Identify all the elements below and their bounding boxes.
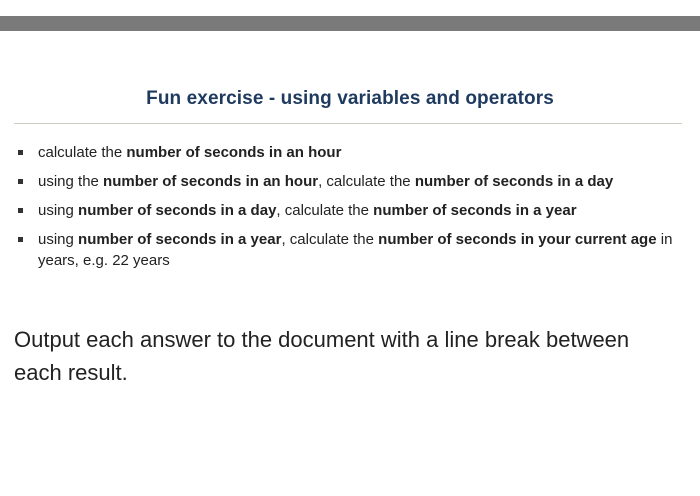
bullet-text: , calculate the — [281, 231, 379, 248]
bullet-text: in years, e.g. 22 years — [38, 231, 673, 269]
bullet-marker-icon — [18, 208, 23, 213]
bullet-item — [14, 142, 680, 163]
bullet-item — [14, 229, 680, 271]
bullet-bold-text: number of seconds in an hour — [126, 144, 342, 161]
bullet-text: using — [38, 231, 79, 248]
bullet-text: calculate the — [38, 144, 127, 161]
bullet-text: , calculate the — [276, 202, 374, 219]
bullet-marker-icon — [18, 179, 23, 184]
bullet-bold-text: number of seconds in a year — [373, 202, 577, 219]
exercise-bullet-list — [14, 142, 680, 279]
top-bar — [0, 16, 700, 31]
bullet-item — [14, 200, 680, 221]
title-divider — [14, 123, 682, 124]
slide-title: Fun exercise - using variables and operators — [146, 88, 554, 109]
bullet-bold-text: number of seconds in your current age — [378, 231, 657, 248]
bullet-bold-text: number of seconds in a day — [78, 202, 277, 219]
bullet-bold-text: number of seconds in a year — [78, 231, 282, 248]
bullet-bold-text: number of seconds in a day — [414, 173, 614, 190]
bullet-text: using — [38, 202, 79, 219]
instruction-text: Output each answer to the document with a line break between each result. — [14, 327, 630, 385]
bullet-item — [14, 171, 680, 192]
bullet-text: , calculate the — [318, 173, 415, 190]
bullet-bold-text: number of seconds in an hour — [103, 173, 319, 190]
bullet-text: using the — [38, 173, 104, 190]
bullet-marker-icon — [18, 150, 23, 155]
bullet-marker-icon — [18, 237, 23, 242]
